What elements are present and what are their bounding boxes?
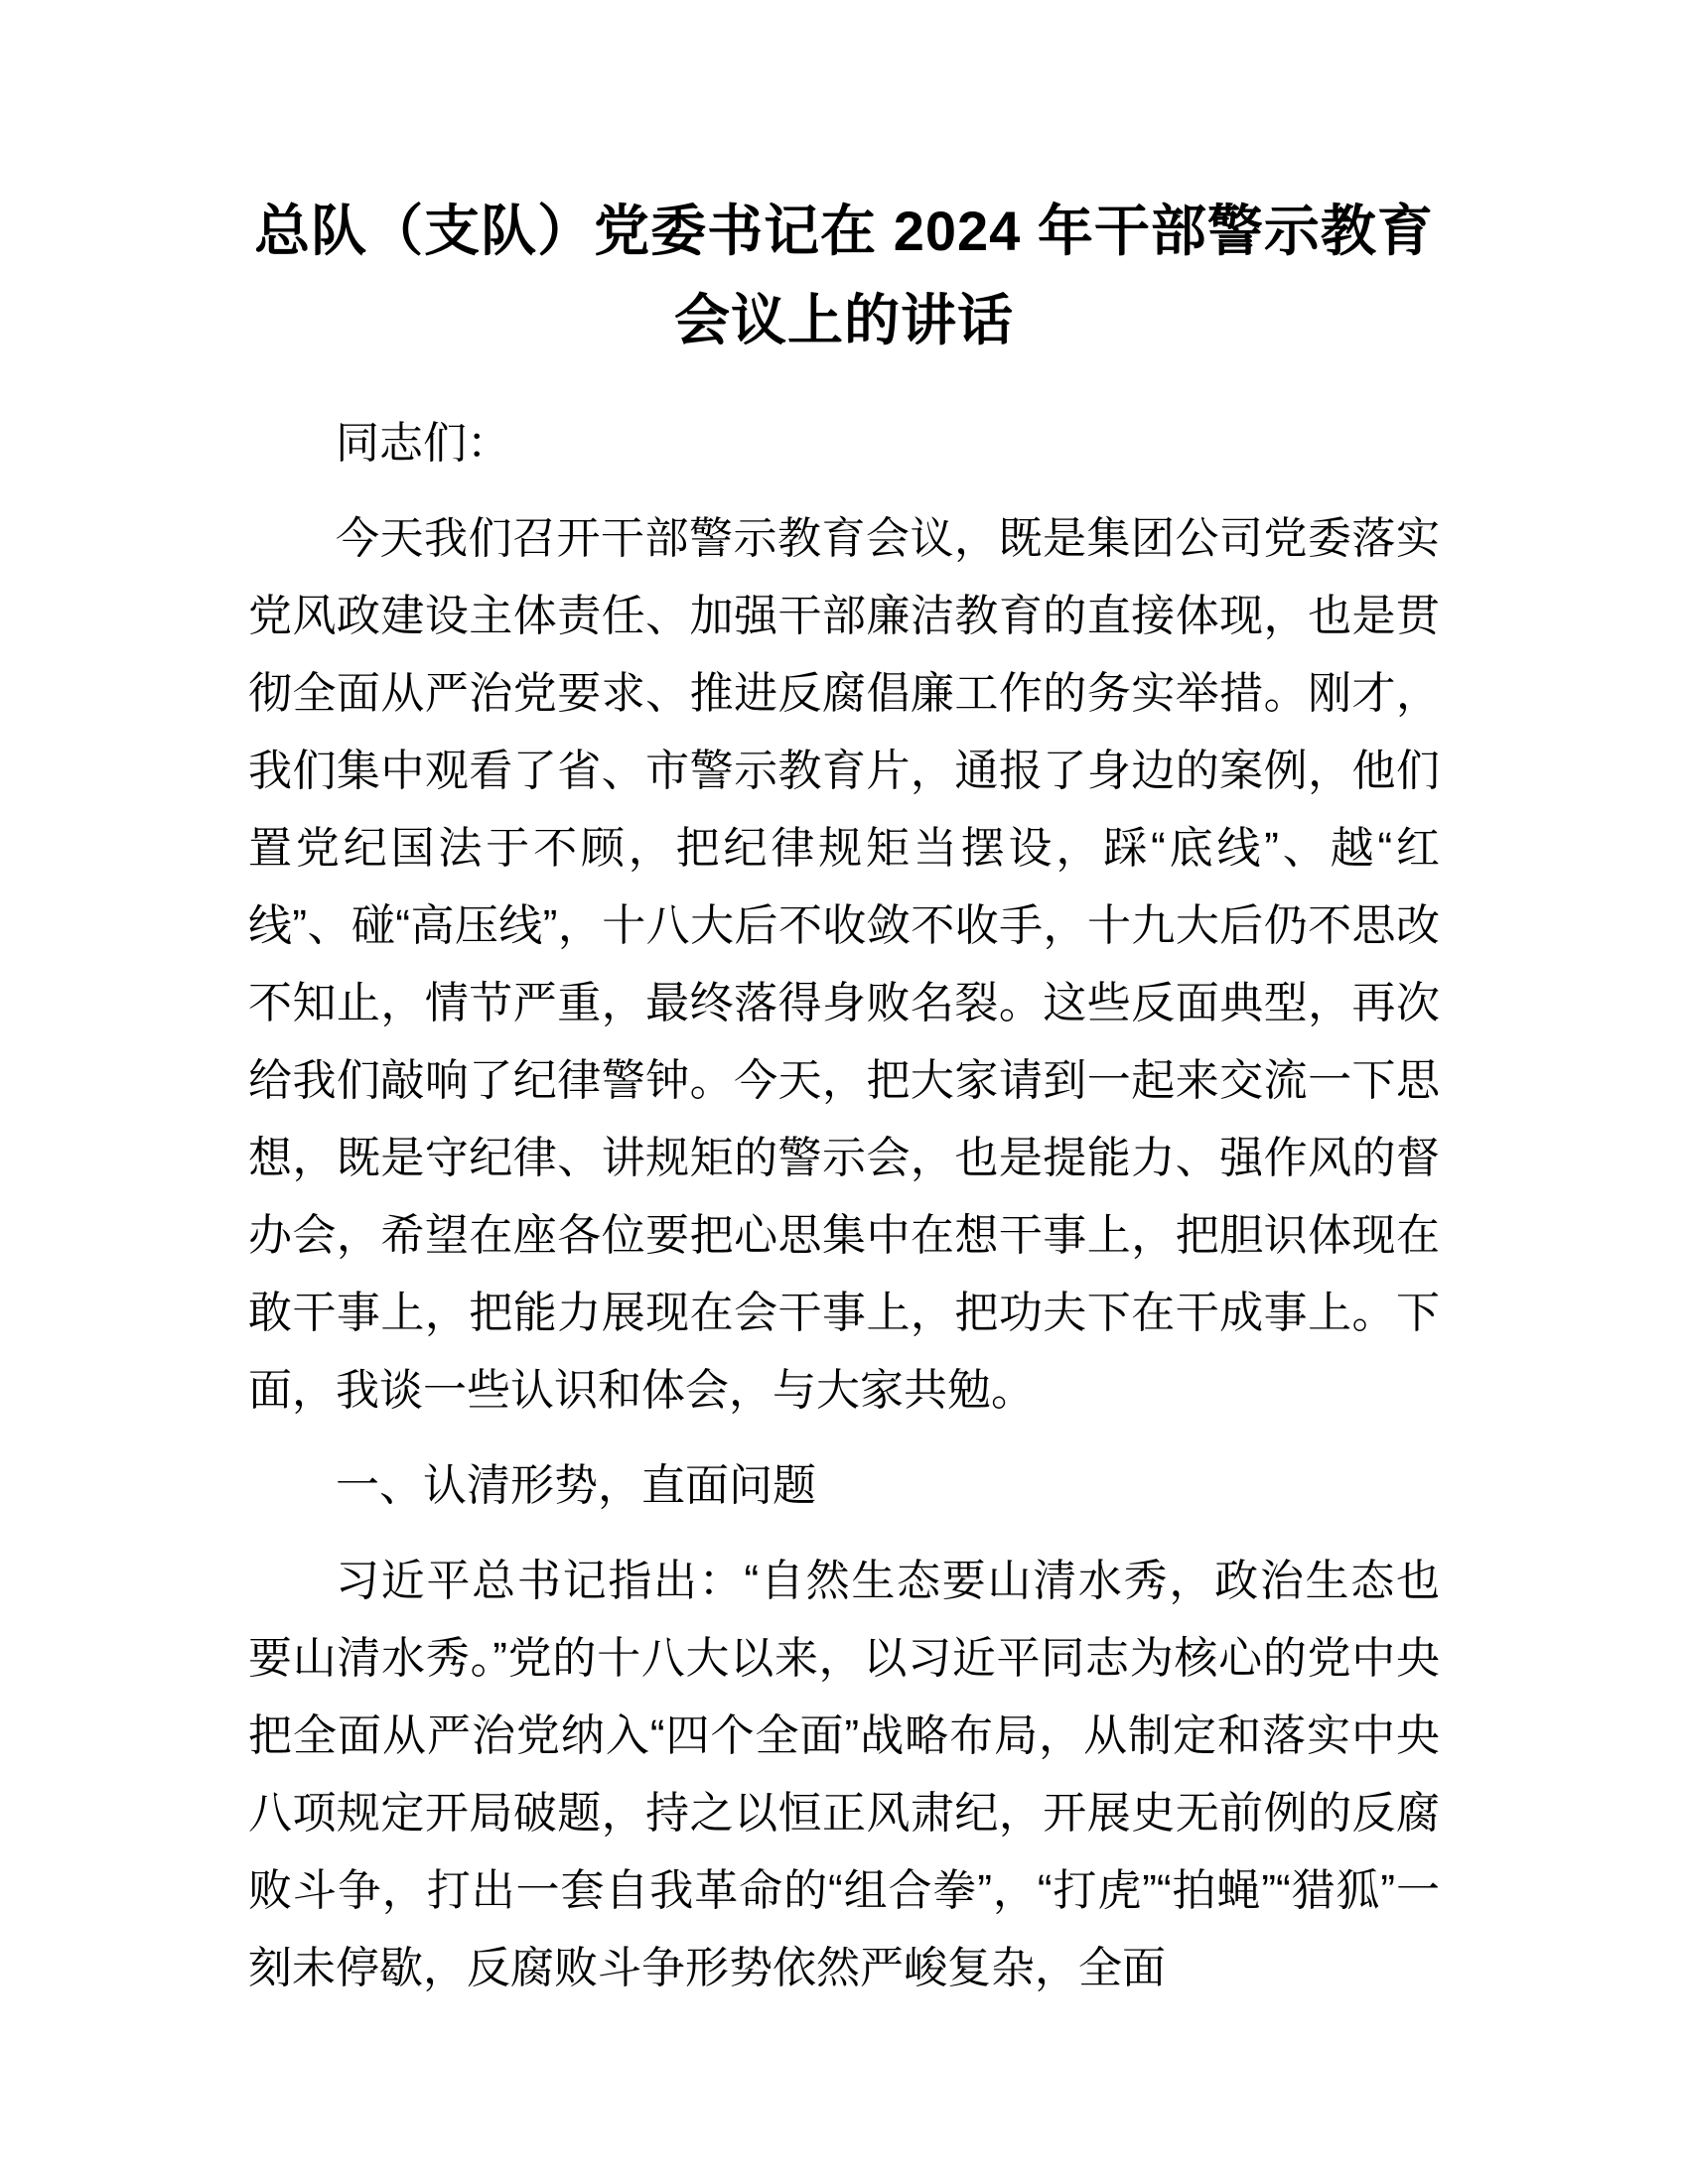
section-heading: 一、认清形势，直面问题 <box>336 1461 816 1510</box>
paragraph: 习近平总书记指出：“自然生态要山清水秀，政治生态也要山清水秀。”党的十八大以来，以习近平同志为核心的党中央把全面从严治党纳入“四个全面”战略布局，从制定和落实中央八项规定开局破题，持之以恒正风肃纪，开展史无前例的反腐败斗争，打出一套自我革命的“组合拳”，“打虎”“拍蝇”“猎狐”一刻未停歇，反腐败斗争形势依然严峻复杂，全面 <box>248 1557 1440 1992</box>
document-body <box>248 405 1440 2007</box>
paragraph: 同志们： <box>336 419 510 468</box>
paragraph: 今天我们召开干部警示教育会议，既是集团公司党委落实党风政建设主体责任、加强干部廉洁教育的直接体现，也是贯彻全面从严治党要求、推进反腐倡廉工作的务实举措。刚才，我们集中观看了省、市警示教育片，通报了身边的案例，他们置党纪国法于不顾，把纪律规矩当摆设，踩“底线”、越“红线”、碰“高压线”，十八大后不收敛不收手，十九大后仍不思改不知止，情节严重，最终落得身败名裂。这些反面典型，再次给我们敲响了纪律警钟。今天，把大家请到一起来交流一下思想，既是守纪律、讲规矩的警示会，也是提能力、强作风的督办会，希望在座各位要把心思集中在想干事上，把胆识体现在敢干事上，把能力展现在会干事上，把功夫下在干成事上。下面，我谈一些认识和体会，与大家共勉。 <box>248 514 1440 1415</box>
document-title: 总队（支队）党委书记在 2024 年干部警示教育会议上的讲话 <box>254 200 1434 351</box>
